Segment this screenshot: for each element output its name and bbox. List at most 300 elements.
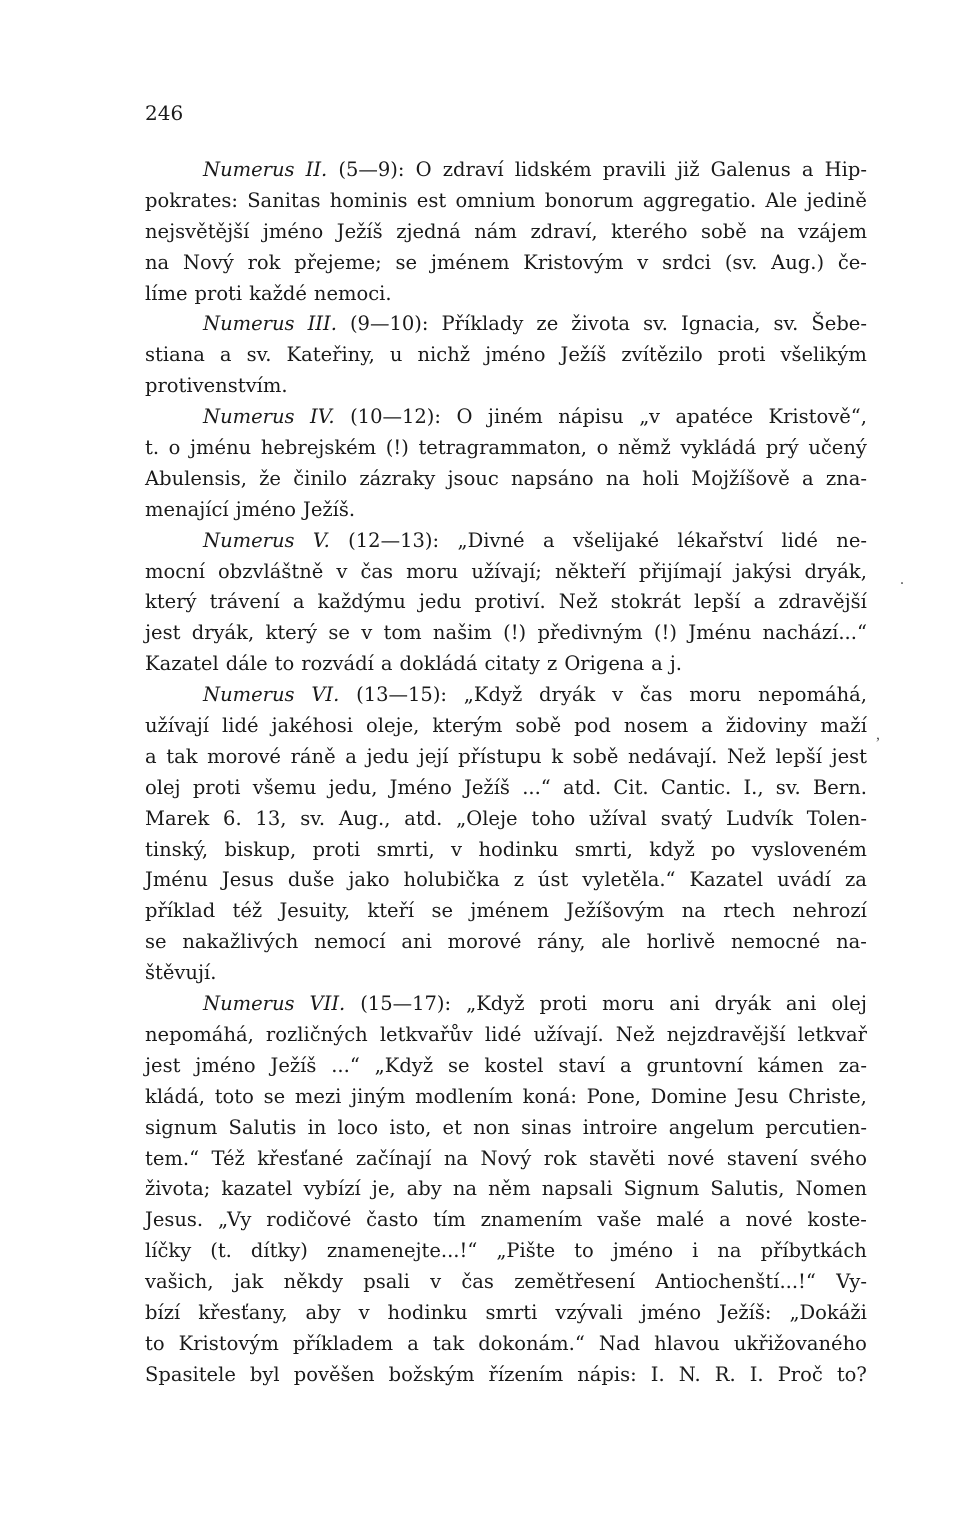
word: čas [461,1270,494,1294]
word: líme [145,281,188,305]
word: 13, [255,806,287,830]
text-line [145,649,867,680]
word: staví [558,1053,606,1077]
text-line [145,186,867,217]
word: který [145,590,197,614]
word: někdy [283,1270,343,1294]
word: je, [371,1177,396,1201]
word: příklad [145,899,216,923]
word: Numerus [203,528,295,552]
word: Galenus [710,158,791,181]
word: dryák [539,683,596,707]
word: moru [602,992,655,1016]
word: proti [539,992,588,1016]
word: oleje, [366,714,420,738]
word: se [447,1053,470,1077]
word: moru [406,559,459,583]
word: nemoci. [313,281,392,305]
word: a [719,1208,731,1232]
word: to [574,1239,594,1263]
word: nové [667,1146,715,1170]
text-line [145,1051,867,1082]
text-line [145,495,867,526]
word: to? [836,1362,867,1386]
word: Proč [777,1362,823,1386]
word: atd. [404,806,443,830]
word: Kazatel [689,868,764,892]
word: tetragrammaton, [418,436,587,460]
word: nachází...“ [762,621,867,645]
word: života [571,312,631,336]
word: v [612,683,624,707]
word: kámen [757,1053,824,1077]
word: est [416,188,447,212]
word: vysloveném [751,837,867,861]
word: užívají [145,714,209,738]
text-line [145,1329,867,1360]
word: zna- [825,466,867,490]
word: Vy- [836,1270,867,1294]
word: II. [305,158,328,181]
word: o [168,436,181,460]
word: ...“ [331,1053,360,1077]
word: Kristově“, [768,405,867,429]
word: VI. [311,683,340,707]
word: introire [582,1115,658,1139]
word: jest [831,744,867,768]
word: holi [642,466,680,490]
word: proti [312,837,361,861]
word: R. [714,1362,736,1386]
word: Jménu [688,621,752,645]
word: „v [639,405,660,429]
word: hebrejském [260,436,377,460]
word: rtech [723,899,776,923]
word: vaše [597,1208,642,1232]
word: Cit. [613,775,649,799]
word: často [366,1208,419,1232]
word: lepší [694,590,741,614]
word: Spasitele [145,1362,236,1386]
word: omnium [455,188,536,212]
word: Origena [564,652,645,676]
word: že [259,466,281,490]
word: zvítězilo [621,343,703,367]
word: j. [669,652,682,676]
word: V. [312,528,330,552]
word: se [263,1084,286,1108]
word: moru [689,683,742,707]
word: vybízí [303,1177,361,1201]
word: nemocné [730,930,821,954]
word: a [801,158,814,181]
word: jest [145,1053,181,1077]
word: života; [145,1177,211,1201]
word: zázraky [359,466,436,490]
word: srdci [662,250,712,274]
word: nepomáhá, [758,683,867,707]
word: če- [837,250,867,274]
word: z [547,652,558,676]
word: smrti, [574,837,633,861]
word: Kristovým [523,250,624,274]
word: všelijaké [572,528,660,552]
word: lidském [514,158,592,181]
word: smrti [485,1300,538,1324]
text-line [145,1236,867,1267]
word: maží [820,714,867,738]
word: na [145,250,170,274]
word: proti [717,343,766,367]
word: Antiochenští...!“ [655,1270,816,1294]
word: Kazatel [145,652,219,676]
word: z [513,868,524,892]
word: percutien- [765,1115,867,1139]
word: Aug.) [771,250,825,274]
word: Jméno [389,775,452,799]
word: kteří [367,899,415,923]
word: božským [388,1362,475,1386]
word: citaty [484,652,541,676]
word: (12—13): [348,528,440,552]
word: Tolen- [806,806,867,830]
word: kterého [611,219,688,243]
word: horlivě [646,930,716,954]
word: nakažlivých [182,930,299,954]
word: a [380,652,393,676]
word: kládá, [145,1084,205,1108]
word: „Když [374,1053,434,1077]
word: Ježíš [560,343,607,367]
word: nejzdravější [666,1022,786,1046]
word: aggregatio. [642,188,757,212]
word: Ježíšovým [566,899,665,923]
word: Ignacia, [681,312,761,336]
page-number: 246 [145,101,184,125]
word: hominis [329,188,408,212]
word: a [292,590,305,614]
word: (13—15): [356,683,448,707]
word: hlavou [654,1331,720,1355]
word: a [542,528,555,552]
word: štěvují. [145,961,217,985]
word: sobě [515,714,562,738]
word: řízením [488,1362,564,1386]
word: pověšen [293,1362,375,1386]
word: signum [145,1115,218,1139]
word: sv. [300,806,326,830]
word: učený [808,436,867,460]
word: užívají. [533,1022,604,1046]
word: čas [639,683,673,707]
word: jméno [195,1053,256,1077]
word: Ježíš [336,219,383,243]
word: napsali [541,1177,613,1201]
word: aby [406,1177,442,1201]
word: ze [536,312,559,336]
word: přístupu [458,744,542,768]
text-line [145,1298,867,1329]
word: zdraví, [530,219,598,243]
word: mezi [294,1084,342,1108]
word: tem.“ [145,1146,200,1170]
word: jiném [487,405,543,429]
word: k [551,744,564,768]
text-line [145,958,867,989]
word: na- [836,930,867,954]
word: IV. [310,405,335,429]
word: letkvařův [379,1022,473,1046]
word: (5—9): [338,158,405,181]
word: Jménu [145,868,208,892]
word: „Když [463,683,523,707]
word: též [232,899,263,923]
text-line [145,155,867,186]
word: nehrozí [792,899,867,923]
word: „Oleje [456,806,518,830]
word: (15—17): [360,992,452,1016]
word: Ludvík [725,806,794,830]
word: jméno [235,497,297,521]
word: Příklady [441,312,524,336]
word: kazatel [221,1177,293,1201]
text-line [145,742,867,773]
word: Signum [623,1177,700,1201]
word: nepomáhá, [145,1022,254,1046]
word: Domine [650,1084,727,1108]
word: Jesu [736,1084,779,1108]
word: Pone, [586,1084,642,1108]
word: a [407,1331,419,1355]
word: kostel [484,1053,544,1077]
word: VII. [309,992,346,1016]
word: (9—10): [349,312,429,336]
word: užíval [588,806,647,830]
body-text [145,155,867,1391]
word: zemětřesení [514,1270,636,1294]
word: a [145,744,157,768]
word: a [753,590,766,614]
word: na [717,1239,742,1263]
word: v [336,559,348,583]
word: rodičové [266,1208,352,1232]
word: Než [558,590,598,614]
word: její [418,744,449,768]
word: Ježíš [464,775,510,799]
word: (t. [210,1239,232,1263]
word: jak [233,1270,264,1294]
word: jakéhosi [271,714,354,738]
word: líčky [145,1239,192,1263]
word: u [389,343,403,367]
word: na [605,466,631,490]
word: lepší [775,744,822,768]
word: 6. [223,806,242,830]
word: v [358,1300,370,1324]
word: znamením [480,1208,583,1232]
word: a [345,744,357,768]
word: dryák, [191,621,255,645]
word: v [430,1270,442,1294]
word: uvádí [777,868,832,892]
word: přijímají [638,559,722,583]
word: (!) [653,621,677,645]
word: jiným [351,1084,406,1108]
word: vašich, [145,1270,214,1294]
word: rozvádí [301,652,374,676]
word: ani [669,992,700,1016]
word: nám [474,219,517,243]
word: na [452,1177,478,1201]
word: tím [433,1208,466,1232]
word: o [596,436,609,460]
word: psali [363,1270,410,1294]
word: bonorum [544,188,634,212]
text-line [145,1144,867,1175]
word: sv. [246,343,272,367]
word: Než [726,744,766,768]
word: obzvláštně [218,559,324,583]
word: lidé [484,1022,522,1046]
word: et [442,1115,462,1139]
word: příbytkách [760,1239,867,1263]
word: rány, [537,930,586,954]
word: proti [192,775,241,799]
text-line [145,217,867,248]
word: to [145,1331,165,1355]
word: jménem [430,250,510,274]
word: vyletěla.“ [582,868,676,892]
word: Christe, [788,1084,867,1108]
word: pokrates: [145,188,238,212]
word: Ale [765,188,798,212]
text-line [145,279,867,310]
word: Salutis, [710,1177,785,1201]
word: našim [432,621,492,645]
word: židoviny [725,714,808,738]
word: každýmu [317,590,406,614]
word: jakýsi [734,559,792,583]
word: sv. [643,312,668,336]
word: t. [145,436,160,460]
word: Marek [145,806,210,830]
word: po [711,837,736,861]
word: svatý [660,806,713,830]
word: který [265,621,318,645]
text-line [145,1205,867,1236]
word: v [637,250,649,274]
word: „Divné [457,528,525,552]
word: angelum [668,1115,755,1139]
word: napsáno [511,466,594,490]
word: Kateřiny, [286,343,375,367]
word: a [802,466,814,490]
word: mocní [145,559,205,583]
word: sv. [775,775,801,799]
word: Numerus [203,312,295,336]
word: hodinku [387,1300,468,1324]
word: dryák [714,992,771,1016]
text-line [145,309,867,340]
word: jedu, [328,775,378,799]
word: přejeme; [294,250,382,274]
word: „Vy [218,1208,252,1232]
word: protiví. [474,590,546,614]
word: in [307,1115,327,1139]
word: na [681,899,706,923]
word: toho [531,806,576,830]
word: aby [305,1300,341,1324]
word: všemu [252,775,317,799]
word: jménu [190,436,252,460]
word: Nad [598,1331,641,1355]
text-line [145,1020,867,1051]
word: ale [601,930,631,954]
word: zdraví [442,158,504,181]
text-line [145,989,867,1020]
word: vzájem [797,219,867,243]
word: hodinku [478,837,559,861]
word: ne- [836,528,867,552]
word: Hip- [824,158,867,181]
word: III. [307,312,337,336]
word: všelikým [780,343,867,367]
word: „Když [466,992,525,1016]
word: rozličných [265,1022,368,1046]
word: holubička [403,868,500,892]
word: Ježíš. [303,497,356,521]
word: se [328,621,350,645]
word: biskup, [224,837,297,861]
word: jménem [470,899,549,923]
word: (!) [503,621,527,645]
word: nápisu [558,405,624,429]
text-line [145,526,867,557]
text-line [145,587,867,618]
text-line [145,1082,867,1113]
word: za- [838,1053,867,1077]
word: morové [447,930,522,954]
word: vykládá [680,436,757,460]
word: Abulensis, [145,466,247,490]
word: lidé [221,714,259,738]
word: zjedná [396,219,461,243]
word: jako [348,868,390,892]
word: pravili [602,158,666,181]
word: předivným [537,621,643,645]
word: gruntovní [646,1053,743,1077]
word: ani [785,992,817,1016]
word: Salutis [228,1115,297,1139]
word: nemocí [314,930,386,954]
word: (sv. [724,250,758,274]
word: koná: [522,1084,577,1108]
margin-mark: . [900,571,904,588]
word: v [451,837,463,861]
word: stavení [726,1146,798,1170]
word: Šebe- [811,312,867,336]
word: I. [749,1362,764,1386]
word: a [701,714,713,738]
word: Sanitas [247,188,321,212]
word: lidé [781,528,818,552]
word: atd. [563,775,602,799]
word: v [361,621,373,645]
text-line [145,1174,867,1205]
word: I., [743,775,764,799]
word: (!) [385,436,409,460]
word: na [760,219,785,243]
